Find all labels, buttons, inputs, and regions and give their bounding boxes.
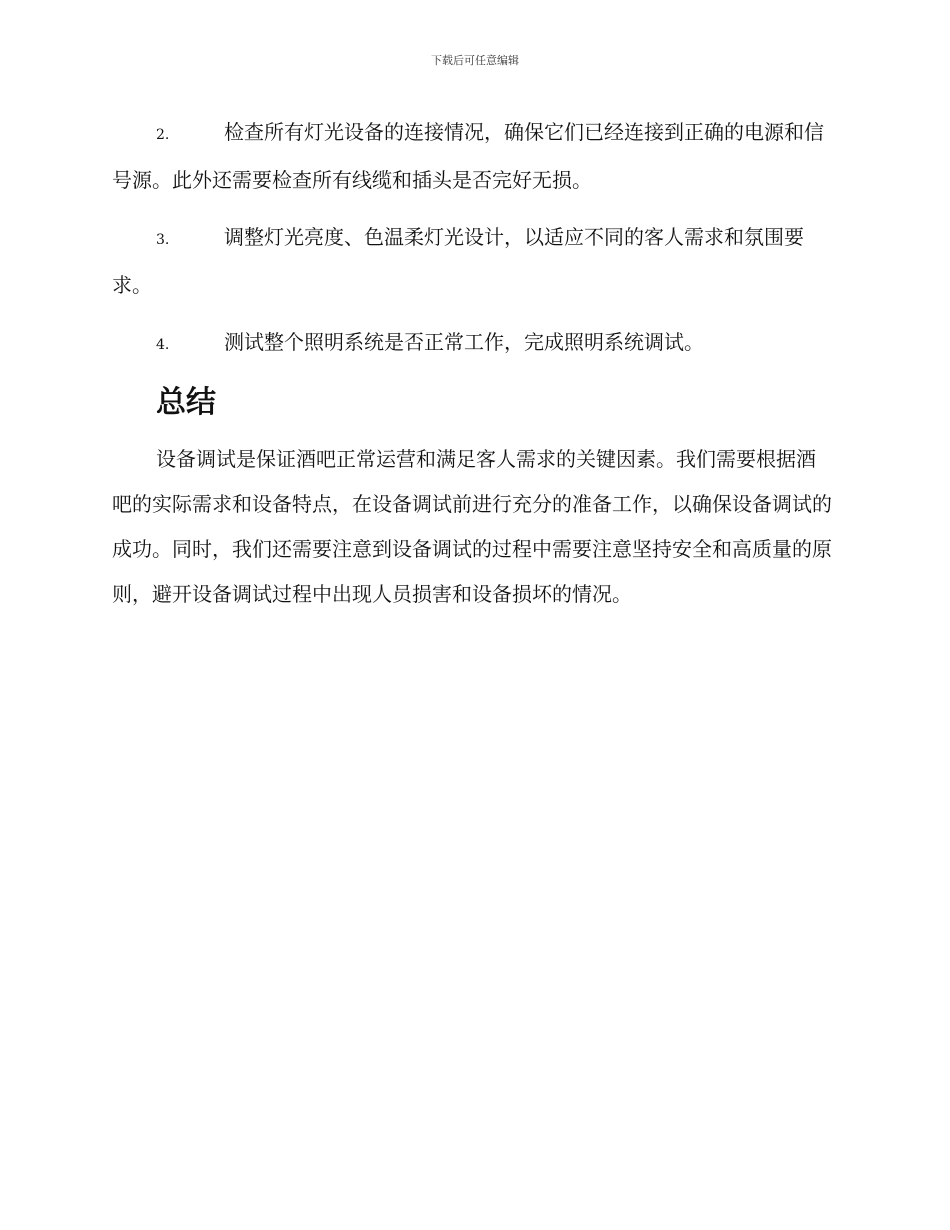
list-number: 4. (156, 337, 170, 353)
list-item-3 (112, 215, 834, 308)
list-item-text: 测试整个照明系统是否正常工作，完成照明系统调试。 (224, 330, 704, 354)
section-heading-summary: 总结 (156, 385, 216, 420)
list-item-2 (112, 110, 834, 203)
summary-paragraph: 设备调试是保证酒吧正常运营和满足客人需求的关键因素。我们需要根据酒吧的实际需求和设备特点，在设备调试前进行充分的准备工作，以确保设备调试的成功。同时，我们还需要注意到设备调试的过程中需要注意坚持安全和高质量的原则，避开设备调试过程中出现人员损害和设备损坏的情况。 (112, 447, 832, 606)
list-item-text: 检查所有灯光设备的连接情况，确保它们已经连接到正确的电源和信号源。此外还需要检查所有线缆和插头是否完好无损。 (112, 120, 824, 192)
list-number: 3. (156, 232, 170, 248)
document-body (112, 110, 834, 617)
list-item-4 (112, 320, 834, 368)
page-header: 下载后可任意编辑 (431, 54, 519, 67)
list-item-text: 调整灯光亮度、色温柔灯光设计，以适应不同的客人需求和氛围要求。 (112, 225, 804, 297)
list-number: 2. (156, 127, 170, 143)
